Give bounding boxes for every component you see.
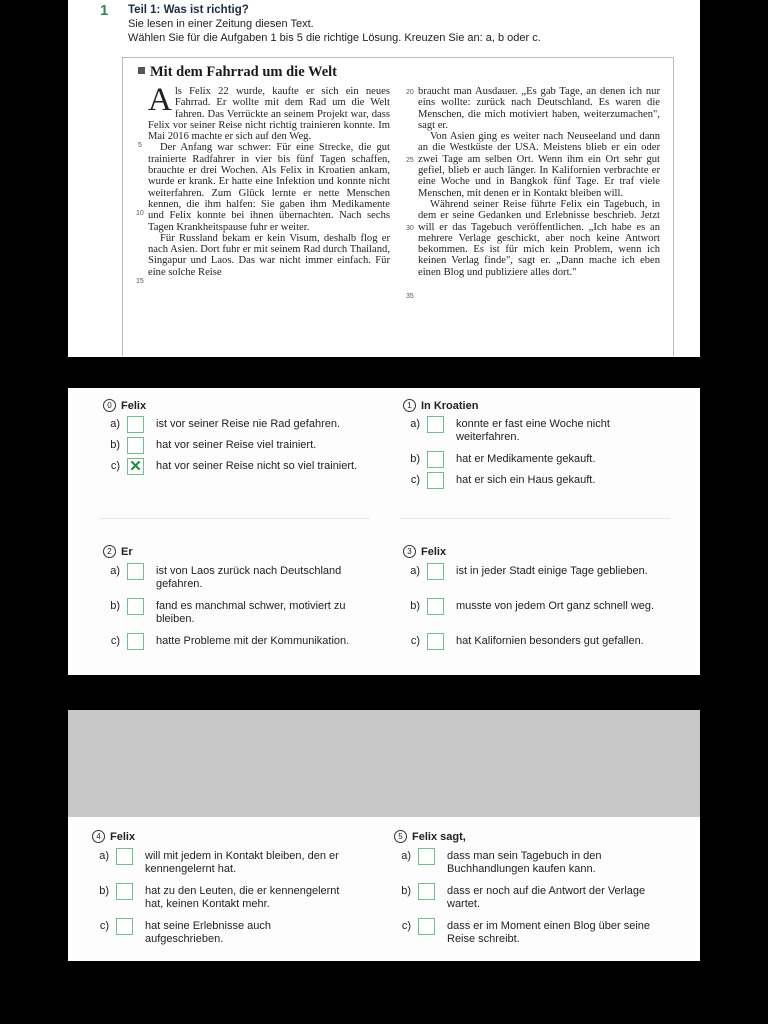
article-title-text: Mit dem Fahrrad um die Welt [150,64,338,80]
answer-checkbox[interactable] [427,416,444,433]
option-text: ist von Laos zurück nach Deutschland gefahren. [156,565,342,590]
question-3-option-b [408,600,673,628]
question-1-header [403,399,478,412]
answer-checkbox[interactable] [427,451,444,468]
question-3-option-c [408,635,673,663]
article-paragraph [148,82,390,143]
option-letter: b) [110,439,120,451]
question-stem: In Kroatien [421,399,479,412]
article-paragraph: Der Anfang war schwer: Für eine Strecke, die gut trainierte Radfahrer in vier bis fünf Tagen schaffen, brauchte er drei Wochen. Als Felix in Kroatien ankam, wurde er krank. Er hatte eine Infektion und konnte nicht weiterfahren. Zum Glück lernte er nette Menschen kennen, die ihm halfen: Sie gaben ihm Medikamente und Felix konnte bei ihnen übernachten. Nach sechs Tagen Krankheitspause fuhr er weiter. [148,142,390,233]
question-4-header [92,830,135,843]
question-3-header [403,545,446,558]
line-number: 10 [136,210,144,217]
answer-checkbox[interactable] [418,883,435,900]
question-stem: Felix [110,830,136,843]
option-letter: b) [401,885,411,897]
question-5-option-b [399,885,664,913]
question-stem: Felix [121,399,147,412]
line-number: 25 [406,157,414,164]
question-5-option-c [399,920,664,948]
line-number: 20 [406,89,414,96]
article-column-1 [148,82,390,278]
question-4-option-b [97,885,362,913]
option-letter: a) [99,850,109,862]
option-letter: b) [110,600,120,612]
question-2-option-c [108,635,373,663]
question-number-badge: 1 [403,399,416,412]
question-stem: Felix sagt, [412,830,466,843]
question-3-option-a [408,565,673,593]
option-text: hat zu den Leuten, die er kennengelernt hat, keinen Kontakt mehr. [145,885,340,910]
article-paragraph: Für Russland bekam er kein Visum, deshalb flog er nach Asien. Dort fuhr er mit seinem Rad durch Thailand, Singapur und Laos. Das war nicht immer einfach. Für eine solche Reise [148,232,390,278]
question-number-badge: 4 [92,830,105,843]
answer-checkbox[interactable] [127,416,144,433]
question-1-option-a [408,418,673,446]
option-letter: c) [110,460,120,472]
line-number: 5 [138,142,142,149]
question-number-badge: 3 [403,545,416,558]
option-text: hat vor seiner Reise nicht so viel trainiert. [156,460,358,472]
answer-checkbox[interactable] [127,563,144,580]
option-text: dass er noch auf die Antwort der Verlage wartet. [447,885,646,910]
article-column-2 [418,86,660,278]
paragraph-text: ls Felix 22 wurde, kaufte er sich ein neues Fahrrad. Er wollte mit dem Rad um die Welt fahren. Das Verrückte an seinem Projekt war, dass Felix vor seiner Reise nicht richtig trainieren konnte. Im Mai 2016 machte er sich auf den Weg. [148,86,390,143]
option-text: konnte er fast eine Woche nicht weiterfahren. [456,418,610,443]
option-text: will mit jedem in Kontakt bleiben, den er kennengelernt hat. [145,850,339,875]
answer-checkbox[interactable] [116,848,133,865]
option-letter: c) [99,920,109,932]
instruction-line-2: Wählen Sie für die Aufgaben 1 bis 5 die richtige Lösung. Kreuzen Sie an: a, b oder c. [128,32,541,44]
question-4-option-a [97,850,362,878]
drop-cap: A [148,82,172,118]
question-stem: Felix [421,545,447,558]
option-text: dass er im Moment einen Blog über seine Reise schreibt. [447,920,650,945]
task-title: Teil 1: Was ist richtig? [128,4,249,16]
option-text: hat seine Erlebnisse auch aufgeschrieben. [145,920,271,945]
line-number: 30 [406,225,414,232]
answer-checkbox[interactable] [127,633,144,650]
option-letter: a) [110,565,120,577]
option-text: dass man sein Tagebuch in den Buchhandlungen kaufen kann. [447,850,602,875]
option-letter: b) [410,600,420,612]
question-0-option-c [108,460,373,488]
option-text: musste von jedem Ort ganz schnell weg. [456,600,655,612]
question-4-option-c [97,920,362,948]
option-text: hatte Probleme mit der Kommunikation. [156,635,350,647]
answer-checkbox[interactable]: ✕ [127,458,144,475]
option-letter: b) [410,453,420,465]
question-1-option-c [408,474,673,502]
option-letter: a) [401,850,411,862]
answer-checkbox[interactable] [116,918,133,935]
option-letter: a) [410,418,420,430]
option-letter: c) [410,474,420,486]
answer-checkbox[interactable] [427,633,444,650]
answer-checkbox[interactable] [418,848,435,865]
option-letter: c) [110,635,120,647]
article-paragraph: Während seiner Reise führte Felix ein Tagebuch, in dem er seine Gedanken und Erlebnisse beschrieb. Jetzt will er das Tagebuch veröffentlichen. „Ich habe es an mehrere Verlage geschickt, aber noch keine Antwort bekommen. Es ist für mich kein Problem, wenn ich keinen Verlag finde", sagt er. „Dann mache ich eben einen Blog und publiziere alles dort." [418,198,660,278]
option-letter: a) [410,565,420,577]
task-number: 1 [100,2,109,19]
question-number-badge: 5 [394,830,407,843]
instruction-line-1: Sie lesen in einer Zeitung diesen Text. [128,18,314,30]
line-number: 35 [406,293,414,300]
line-number: 15 [136,278,144,285]
question-number-badge: 0 [103,399,116,412]
gray-gap-panel [68,710,700,817]
option-letter: b) [99,885,109,897]
option-text: fand es manchmal schwer, motiviert zu bleiben. [156,600,346,625]
question-5-option-a [399,850,664,878]
article-paragraph: Von Asien ging es weiter nach Neuseeland und dann an die Westküste der USA. Meistens blieb er ein oder zwei Tage am selben Ort. Wenn ihm ein Ort sehr gut gefiel, blieb er auch länger. In Kalifornien verbrachte er eine Woche und in Bangkok fünf Tage. Er traf viele Menschen, mit denen er in Kontakt bleiben will. [418,131,660,199]
answer-checkbox[interactable] [427,472,444,489]
option-letter: a) [110,418,120,430]
option-text: hat er sich ein Haus gekauft. [456,474,596,486]
article-title [138,64,337,81]
question-stem: Er [121,545,133,558]
answer-checkbox[interactable] [418,918,435,935]
answer-checkbox[interactable] [427,598,444,615]
option-text: hat er Medikamente gekauft. [456,453,596,465]
question-number-badge: 2 [103,545,116,558]
answer-checkbox[interactable] [127,598,144,615]
option-text: ist in jeder Stadt einige Tage geblieben. [456,565,648,577]
answer-checkbox[interactable] [427,563,444,580]
question-2-option-a [108,565,373,593]
question-2-option-b [108,600,373,628]
article-paragraph: braucht man Ausdauer. „Es gab Tage, an denen ich nur eins wollte: zurück nach Deutschland. Es waren die Menschen, die mich motiviert haben, weiterzumachen", sagt er. [418,86,660,131]
answer-checkbox[interactable] [116,883,133,900]
answer-checkbox[interactable] [127,437,144,454]
question-0-header [103,399,146,412]
option-letter: c) [410,635,420,647]
option-text: hat Kalifornien besonders gut gefallen. [456,635,644,647]
option-letter: c) [401,920,411,932]
divider [100,518,370,519]
title-square-icon [138,67,145,74]
question-2-header [103,545,133,558]
question-5-header [394,830,466,843]
option-text: hat vor seiner Reise viel trainiert. [156,439,317,451]
divider [400,518,670,519]
option-text: ist vor seiner Reise nie Rad gefahren. [156,418,341,430]
